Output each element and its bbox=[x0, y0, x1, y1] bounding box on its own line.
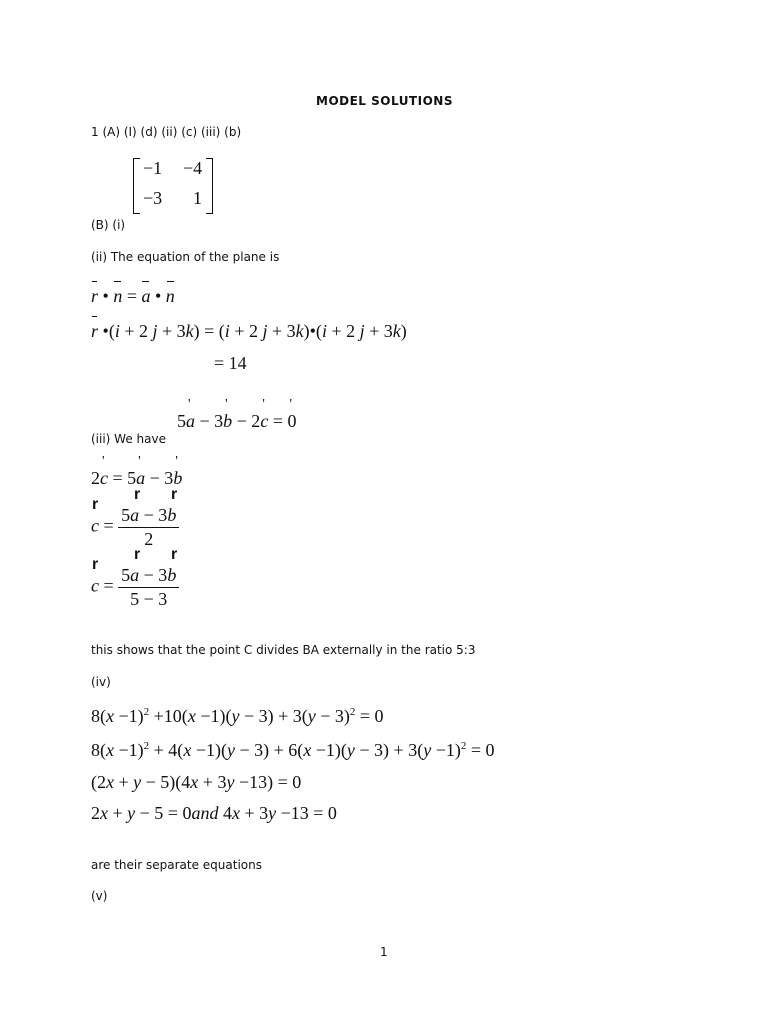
equation-result: = 14 bbox=[214, 353, 247, 373]
equation-2c: 2' c = 5' a − 3' b bbox=[91, 468, 182, 489]
equation-pair-1: $8(x -1)^2 +10(x -1)(y - 3) + 3(y - 3)^2 = 0$ bbox=[91, 706, 384, 726]
matrix-cell: −3 bbox=[143, 188, 163, 208]
section-b-ii: (ii) The equation of the plane is bbox=[91, 250, 280, 264]
vector-arrow-mark: r bbox=[134, 546, 141, 563]
vector-arrow-mark: r bbox=[92, 496, 99, 513]
equation-result-value: 14 bbox=[228, 353, 247, 373]
vector-relation: 5' a − 3' b − 2' c = ' 0 bbox=[177, 411, 296, 432]
ratio-statement: this shows that the point C divides BA externally in the ratio 5:3 bbox=[91, 643, 476, 657]
vector-arrow-mark: r bbox=[171, 546, 178, 563]
section-b-i: (B) (i) bbox=[91, 218, 126, 232]
matrix-right-bracket bbox=[206, 158, 213, 214]
q1a-answers: 1 (A) (I) (d) (ii) (c) (iii) (b) bbox=[91, 125, 242, 139]
matrix-cell: −1 bbox=[143, 158, 163, 178]
matrix-left-bracket bbox=[133, 158, 140, 214]
equation-pair-4: 2x + y − 5 = 0and 4x + 3y −13 = 0 bbox=[91, 803, 337, 823]
equation-pair-2: $8(x -1)^2 + 4(x -1)(y - 3) + 6(x -1)(y - 3) + 3(y -1)^2 = 0$ bbox=[91, 740, 495, 760]
page-title: MODEL SOLUTIONS bbox=[316, 94, 453, 108]
vector-arrow-mark: r bbox=[92, 556, 99, 573]
matrix-cell: −4 bbox=[183, 158, 203, 178]
equation-c-ratio: c = $\frac{5a - 3b}{5 - 3}$ bbox=[91, 565, 179, 610]
vector-arrow-mark: r bbox=[134, 486, 141, 503]
equation-plane: r •(i + 2 j + 3k) = (i + 2 j + 3k)•(i + 2 j + 3k) bbox=[91, 321, 407, 341]
matrix bbox=[133, 156, 213, 214]
equation-dot-product: r • n = a • n bbox=[91, 286, 175, 306]
page-number: 1 bbox=[380, 945, 388, 959]
vector-arrow-mark: r bbox=[171, 486, 178, 503]
section-iv: (iv) bbox=[91, 675, 111, 689]
matrix-cell: 1 bbox=[193, 188, 202, 208]
section-b-iii: (iii) We have bbox=[91, 432, 166, 446]
section-v: (v) bbox=[91, 889, 108, 903]
separate-equations-text: are their separate equations bbox=[91, 858, 262, 872]
equation-pair-3: (2x + y − 5)(4x + 3y −13) = 0 bbox=[91, 772, 302, 792]
equation-c-fraction: c = $\frac{5a - 3b}{2}$ bbox=[91, 505, 179, 550]
